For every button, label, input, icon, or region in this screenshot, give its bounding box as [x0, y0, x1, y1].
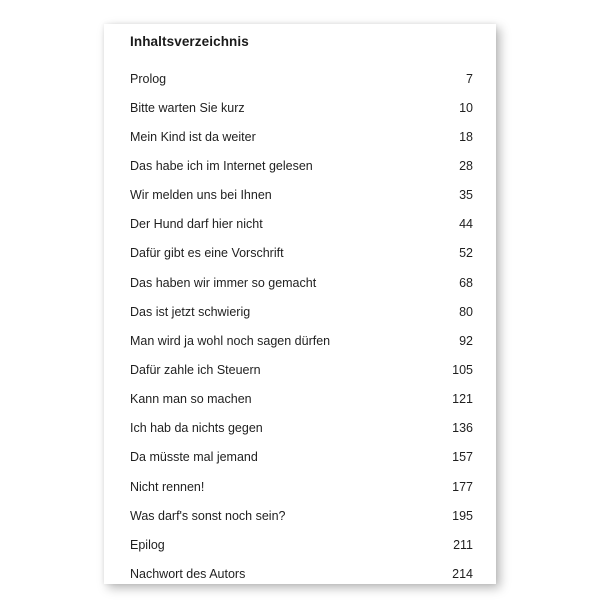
- toc-entry: [130, 559, 473, 588]
- toc-entry-page: 92: [459, 333, 473, 348]
- toc-list: [130, 64, 473, 589]
- toc-entry-title: Dafür gibt es eine Vorschrift: [130, 246, 284, 261]
- toc-entry-page: 44: [459, 217, 473, 232]
- toc-entry-title: Nachwort des Autors: [130, 566, 246, 581]
- toc-entry: [130, 414, 473, 443]
- toc-entry: [130, 210, 473, 239]
- toc-entry-page: 157: [452, 450, 473, 465]
- book-page: [104, 24, 496, 584]
- toc-entry: [130, 530, 473, 559]
- toc-entry: [130, 385, 473, 414]
- toc-entry-title: Ich hab da nichts gegen: [130, 421, 263, 436]
- toc-entry: [130, 326, 473, 355]
- toc-entry: [130, 181, 473, 210]
- toc-entry: [130, 151, 473, 180]
- toc-entry-page: 18: [459, 129, 473, 144]
- toc-entry-page: 214: [452, 566, 473, 581]
- toc-entry-title: Kann man so machen: [130, 392, 252, 407]
- toc-entry-title: Bitte warten Sie kurz: [130, 100, 245, 115]
- toc-entry: [130, 122, 473, 151]
- toc-entry: [130, 355, 473, 384]
- toc-entry-page: 105: [452, 362, 473, 377]
- toc-entry-title: Das haben wir immer so gemacht: [130, 275, 317, 290]
- toc-entry-title: Da müsste mal jemand: [130, 450, 258, 465]
- toc-entry-title: Dafür zahle ich Steuern: [130, 362, 261, 377]
- toc-entry-title: Der Hund darf hier nicht: [130, 217, 263, 232]
- toc-entry-title: Wir melden uns bei Ihnen: [130, 188, 272, 203]
- toc-entry-page: 52: [459, 246, 473, 261]
- toc-entry-page: 35: [459, 188, 473, 203]
- toc-entry-title: Man wird ja wohl noch sagen dürfen: [130, 333, 331, 348]
- toc-entry: [130, 297, 473, 326]
- toc-entry-page: 211: [453, 537, 473, 552]
- toc-entry-title: Nicht rennen!: [130, 479, 205, 494]
- toc-entry-page: 80: [459, 304, 473, 319]
- toc-entry-page: 177: [452, 479, 473, 494]
- toc-entry: [130, 472, 473, 501]
- toc-entry-title: Das ist jetzt schwierig: [130, 304, 251, 319]
- toc-entry-title: Was darf's sonst noch sein?: [130, 508, 286, 523]
- toc-entry-title: Epilog: [130, 537, 165, 552]
- toc-title: Inhaltsverzeichnis: [130, 34, 249, 49]
- toc-entry-page: 28: [459, 158, 473, 173]
- toc-entry-page: 195: [452, 508, 473, 523]
- toc-entry: [130, 501, 473, 530]
- toc-entry-title: Das habe ich im Internet gelesen: [130, 158, 313, 173]
- toc-entry-page: 136: [452, 421, 473, 436]
- toc-entry-page: 121: [452, 392, 473, 407]
- toc-entry: [130, 268, 473, 297]
- toc-entry-title: Prolog: [130, 71, 167, 86]
- toc-entry: [130, 443, 473, 472]
- toc-entry-title: Mein Kind ist da weiter: [130, 129, 256, 144]
- toc-entry: [130, 239, 473, 268]
- toc-entry: [130, 93, 473, 122]
- toc-entry: [130, 64, 473, 93]
- toc-entry-page: 7: [466, 71, 473, 86]
- toc-entry-page: 10: [459, 100, 473, 115]
- toc-entry-page: 68: [459, 275, 473, 290]
